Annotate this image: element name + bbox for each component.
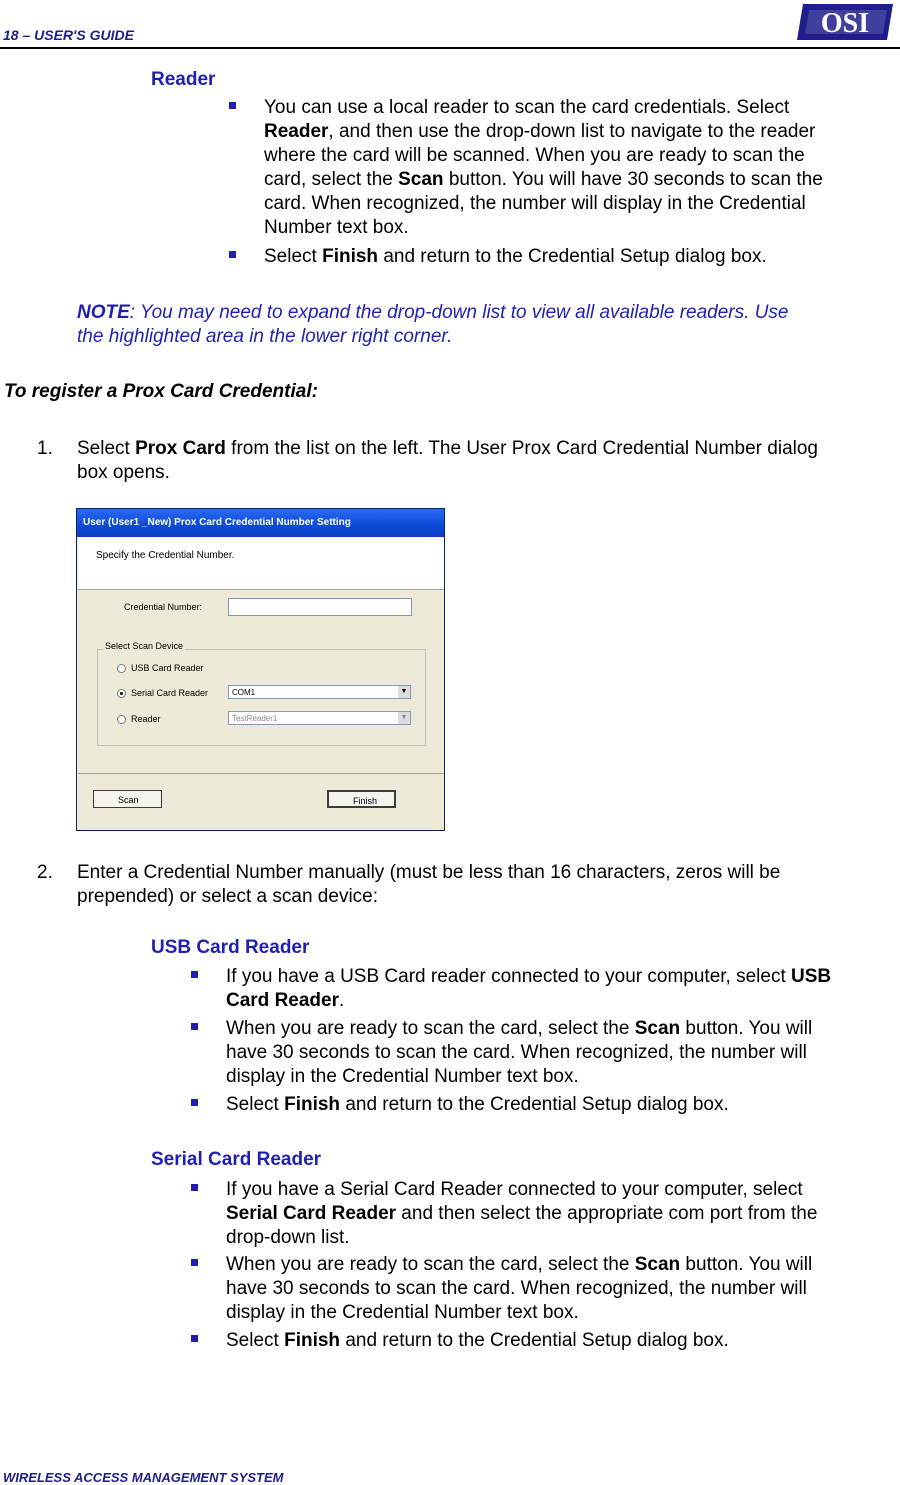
bullet-icon	[191, 1184, 198, 1191]
bold-term: Scan	[634, 1018, 681, 1039]
text-line: have 30 seconds to scan the card. When recognized, the number will	[226, 1042, 807, 1063]
note-block	[77, 301, 897, 349]
text-line: drop-down list.	[226, 1227, 350, 1248]
bold-term: Scan	[398, 169, 444, 190]
serial-reader-label: Serial Card Reader	[131, 688, 209, 698]
text-line	[77, 437, 897, 461]
com-port-value: COM1	[232, 688, 256, 697]
usb-heading: USB Card Reader	[151, 937, 310, 958]
text-line	[226, 989, 896, 1013]
bold-term: Finish	[284, 1330, 341, 1351]
text-line: card. When recognized, the number will display in the Credential	[264, 193, 806, 214]
text-span: , and then use the drop-down list to navigate to the reader	[328, 121, 816, 142]
dialog-title: User (User1 _New) Prox Card Credential Number Setting	[83, 517, 351, 528]
usb-bullet-1	[226, 965, 896, 1013]
dialog-instruction: Specify the Credential Number.	[96, 550, 235, 561]
text-span: button. You will	[680, 1254, 813, 1275]
serial-bullet-2	[226, 1253, 896, 1325]
text-span: .	[339, 990, 345, 1011]
bullet-icon	[191, 1335, 198, 1342]
bullet-icon	[191, 971, 198, 978]
com-port-select[interactable]	[228, 685, 411, 699]
osi-logo-text: OSI	[820, 8, 870, 39]
text-line	[77, 301, 897, 325]
bullet-icon	[191, 1099, 198, 1106]
chevron-down-icon[interactable]: ▼	[398, 686, 410, 698]
serial-bullet-3	[226, 1329, 729, 1353]
osi-logo	[795, 2, 895, 42]
serial-bullet-1	[226, 1178, 896, 1250]
note-label: NOTE	[77, 302, 130, 323]
bullet-icon	[191, 1259, 198, 1266]
usb-bullet-2	[226, 1017, 896, 1089]
bold-term: Reader	[264, 121, 329, 142]
dialog-title-bar	[77, 509, 444, 537]
page-header: 18 – USER'S GUIDE	[3, 27, 134, 43]
usb-reader-label: USB Card Reader	[131, 663, 204, 673]
text-span: card, select the	[264, 169, 399, 190]
text-span: and return to the Credential Setup dialog box.	[378, 246, 767, 267]
credential-number-label: Credential Number:	[124, 602, 203, 612]
reader-select[interactable]	[228, 711, 411, 725]
text-line: display in the Credential Number text box.	[226, 1302, 579, 1323]
text-line: Enter a Credential Number manually (must be less than 16 characters, zeros will be	[77, 862, 781, 883]
reader-bullet-1	[264, 96, 894, 240]
page-footer: WIRELESS ACCESS MANAGEMENT SYSTEM	[3, 1470, 284, 1485]
credential-number-input[interactable]	[228, 598, 412, 616]
text-line	[226, 1017, 896, 1041]
text-line	[264, 168, 894, 192]
text-span: If you have a USB Card reader connected to your computer, select	[226, 966, 792, 987]
text-line	[226, 1253, 896, 1277]
reader-select-value: TestReader1	[232, 714, 278, 723]
scan-button[interactable]: Scan	[93, 790, 162, 808]
text-span: from the list on the left. The User Prox Card Credential Number dialog	[225, 438, 818, 459]
bold-term: Prox Card	[135, 438, 226, 459]
text-span: and then select the appropriate com port from the	[396, 1203, 818, 1224]
text-span: Select	[77, 438, 136, 459]
text-line	[226, 1202, 896, 1226]
usb-reader-radio[interactable]	[117, 664, 126, 673]
text-line: display in the Credential Number text box.	[226, 1066, 579, 1087]
dialog-instruction-panel	[78, 537, 444, 590]
step-number: 2.	[37, 862, 53, 883]
text-span: Select	[264, 246, 323, 267]
bullet-icon	[229, 102, 236, 109]
text-span: button. You will have 30 seconds to scan the	[443, 169, 823, 190]
text-line: You can use a local reader to scan the card credentials. Select	[264, 97, 790, 118]
finish-button[interactable]: Finish	[327, 790, 396, 808]
text-span: Select	[226, 1094, 285, 1115]
bold-term: Finish	[284, 1094, 341, 1115]
reader-heading: Reader	[151, 69, 216, 90]
text-span: When you are ready to scan the card, select the	[226, 1254, 635, 1275]
reader-bullet-2	[264, 245, 767, 269]
text-line: the highlighted area in the lower right corner.	[77, 326, 453, 347]
text-span: When you are ready to scan the card, select the	[226, 1018, 635, 1039]
prox-heading: To register a Prox Card Credential:	[4, 381, 318, 402]
serial-heading: Serial Card Reader	[151, 1149, 322, 1170]
text-line: If you have a Serial Card Reader connected to your computer, select	[226, 1179, 803, 1200]
text-span: : You may need to expand the drop-down list to view all available readers. Use	[129, 302, 789, 323]
text-span: and return to the Credential Setup dialog box.	[340, 1094, 729, 1115]
text-span: Select	[226, 1330, 285, 1351]
bold-term: Card Reader	[226, 990, 339, 1011]
text-line: have 30 seconds to scan the card. When recognized, the number will	[226, 1278, 807, 1299]
bold-term: USB	[791, 966, 832, 987]
step-2	[77, 861, 897, 909]
text-span: and return to the Credential Setup dialog box.	[340, 1330, 729, 1351]
text-line: where the card will be scanned. When you are ready to scan the	[264, 145, 805, 166]
text-line	[264, 120, 894, 144]
scan-device-group-label: Select Scan Device	[105, 641, 184, 651]
usb-bullet-3	[226, 1093, 729, 1117]
dialog-separator	[78, 773, 444, 774]
step-number: 1.	[37, 438, 53, 459]
chevron-down-icon[interactable]: ▼	[398, 712, 410, 724]
text-line	[226, 965, 896, 989]
bold-term: Finish	[322, 246, 379, 267]
bullet-icon	[191, 1023, 198, 1030]
bold-term: Scan	[634, 1254, 681, 1275]
reader-radio[interactable]	[117, 715, 126, 724]
serial-reader-radio[interactable]	[117, 689, 126, 698]
step-1	[77, 437, 897, 485]
header-rule	[0, 47, 900, 49]
bold-term: Serial Card Reader	[226, 1203, 397, 1224]
text-span: button. You will	[680, 1018, 813, 1039]
bullet-icon	[229, 251, 236, 258]
text-line: box opens.	[77, 462, 170, 483]
text-line: Number text box.	[264, 217, 409, 238]
credential-dialog	[76, 508, 445, 831]
reader-label: Reader	[131, 714, 161, 724]
text-line: prepended) or select a scan device:	[77, 886, 379, 907]
